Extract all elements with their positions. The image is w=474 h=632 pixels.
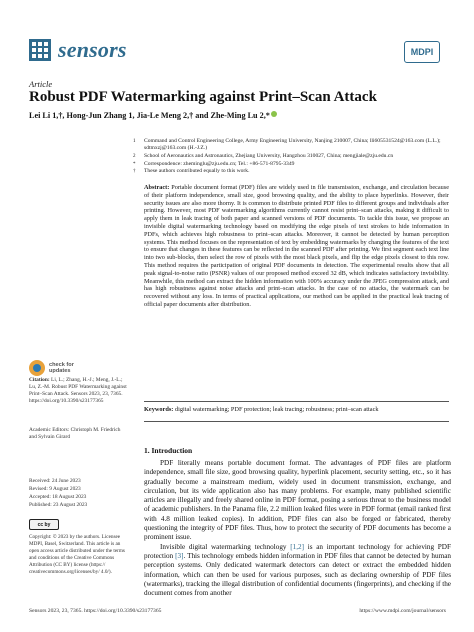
affiliation-1: [133, 138, 452, 152]
citation-link[interactable]: [3]: [175, 551, 184, 560]
divider: [144, 421, 449, 422]
received-date: Received: 24 June 2023: [29, 478, 81, 484]
mdpi-logo[interactable]: MDPI: [404, 41, 440, 63]
orcid-icon[interactable]: [271, 111, 277, 117]
abstract-label: Abstract:: [144, 184, 170, 191]
check-updates-icon: [29, 360, 45, 376]
authors-text: Lei Li 1,†, Hong-Jun Zhang 1, Jia-Le Meng 2,† and Zhe-Ming Lu 2,*: [29, 111, 270, 120]
affiliation-text: Correspondence: zheminglu@zju.edu.cn; Tel.: +86-571-8795-3349: [144, 161, 295, 167]
citation: [29, 377, 129, 405]
affiliation-mark: †: [133, 169, 136, 174]
copyright: Copyright: © 2023 by the authors. Licensee MDPI, Basel, Switzerland. This article is an open access article distributed under the terms and conditions of the Creative Commons Attribution (CC BY) license (https:// creativecommons.org/licenses/by/ 4.0/).: [29, 534, 125, 575]
affiliation-text: School of Aeronautics and Astronautics, Zhejiang University, Hangzhou 310027, China; mengjiale@zju.edu.cn: [144, 153, 394, 159]
academic-editors: [29, 427, 129, 441]
journal-logo[interactable]: [29, 37, 127, 63]
editor-text: Christoph M. Friedrich and Sylvain Girard: [29, 427, 121, 441]
intro-paragraph-2: Invisible digital watermarking technology [1,2] is an important technology for achieving PDF protection [3]. This technology embeds hidden information in PDF files that cannot be detected by human perception systems. Only dedicated watermark detectors can detect or extract the embedded hidden information, which can then be used for various purposes, such as declaring ownership of PDF files (watermarks), tracking the illegal distribution of confidential documents (fingerprints), and checking if the document comes from another: [144, 542, 451, 598]
check-updates-label: check for updates: [49, 361, 74, 374]
keywords-label: Keywords:: [144, 406, 174, 413]
citation-label: Citation:: [29, 377, 50, 383]
footer-citation[interactable]: Sensors 2023, 23, 7365. https://doi.org/10.3390/s23177365: [29, 608, 162, 614]
accepted-date: Accepted: 18 August 2023: [29, 494, 87, 500]
article-type: Article: [29, 79, 53, 89]
abstract: [144, 184, 449, 309]
revised-date: Revised: 9 August 2023: [29, 486, 81, 492]
section-heading: 1. Introduction: [144, 446, 193, 455]
affiliation-2: [133, 153, 452, 160]
author-list: [29, 111, 277, 120]
cc-by-license-icon[interactable]: cc by: [29, 519, 59, 530]
citation-text: Li, L.; Zhang, H.-J.; Meng, J.-L.; Lu, Z.-M. Robust PDF Watermarking against Print–Scan Attack. Sensors 2023, 23, 7365. https://doi.org/10.3390/s23177365: [29, 377, 127, 405]
journal-name: sensors: [58, 37, 127, 62]
equal-contribution: [133, 168, 452, 175]
abstract-text: Portable document format (PDF) files are widely used in file transmission, exchange, and circulation because of their platform independence, small size, good browsing quality, and the ability to place hyperlinks. However, their security issues are also more thorny. It is common to distribute printed PDF files to different groups and individuals after printing. However, most PDF watermarking algorithms currently cannot resist print–scan attacks, making it difficult to apply them in leak tracing of both paper and scanned versions of PDF documents. To tackle this issue, we propose an invisible digital watermarking technology based on modifying the edge pixels of text strokes to hide information in PDFs, which achieves high robustness to print–scan attacks. Moreover, it cannot be detected by human perception systems. This method focuses on the representation of text by embedding watermarks by changing the features of the text to ensure that changes in these features can be reflected in the scanned PDF after printing. We first segment each text line into two sub-blocks, then select the row of pixels with the most black pixels, and flip the edge pixels closest to this row. This method requires the participation of original PDF documents in detection. The experimental results show that all peak signal-to-noise ratio (PSNR) values of our proposed method exceed 32 dB, which indicates satisfactory invisibility. Meanwhile, this method can extract the hidden information with 100% accuracy under the JPEG compression attack, and has high robustness against noise attacks and print–scan attacks. In the case of no attacks, the watermark can be recovered without any loss. In terms of practical applications, our method can be applied in the practical leak tracing of official paper documents after distribution.: [144, 184, 450, 308]
citation-link[interactable]: [1,2]: [290, 542, 305, 551]
footer-journal-link[interactable]: https://www.mdpi.com/journal/sensors: [359, 608, 446, 614]
introduction-body: [144, 459, 451, 598]
intro-paragraph-1: PDF literally means portable document format. The advantages of PDF files are platform independence, small file size, good browsing quality, hyperlink placement, security setting, etc., so it has gradually become a mainstream medium, widely used in document transmission, exchange, and circulation, but its wide application also has many problems. For example, many published scientific articles are illegally and freely shared online in PDF format, posing a serious threat to the business model of academic publishers. In the Panama file, 2.2 million leaked files were in PDF format (email ranked first with 4.8 million leaked copies). In addition, PDF files can also be forged or fabricated, thereby questioning the integrity of PDF files. Thus, how to protect the security of PDF documents has become a prominent issue.: [144, 459, 451, 542]
check-for-updates-button[interactable]: [29, 360, 74, 376]
affiliation-mark: 2: [133, 154, 136, 159]
affiliation-mark: *: [133, 162, 136, 167]
affiliation-text: These authors contributed equally to this work.: [144, 168, 250, 174]
keywords-text: digital watermarking; PDF protection; leak tracing; robustness; print–scan attack: [174, 406, 379, 413]
affiliation-mark: 1: [133, 139, 136, 144]
paper-title: Robust PDF Watermarking against Print–Scan Attack: [29, 89, 377, 105]
affiliation-text: Command and Control Engineering College, Army Engineering University, Nanjing 210007, China; lli605531524@163.com (L.L.); sdtmxzj@163.com (H.-J.Z.): [144, 138, 441, 152]
editor-label: Academic Editors:: [29, 427, 70, 433]
keywords: [144, 406, 449, 413]
sensors-logo-icon: [29, 39, 51, 61]
published-date: Published: 23 August 2023: [29, 502, 88, 508]
divider: [144, 401, 449, 402]
